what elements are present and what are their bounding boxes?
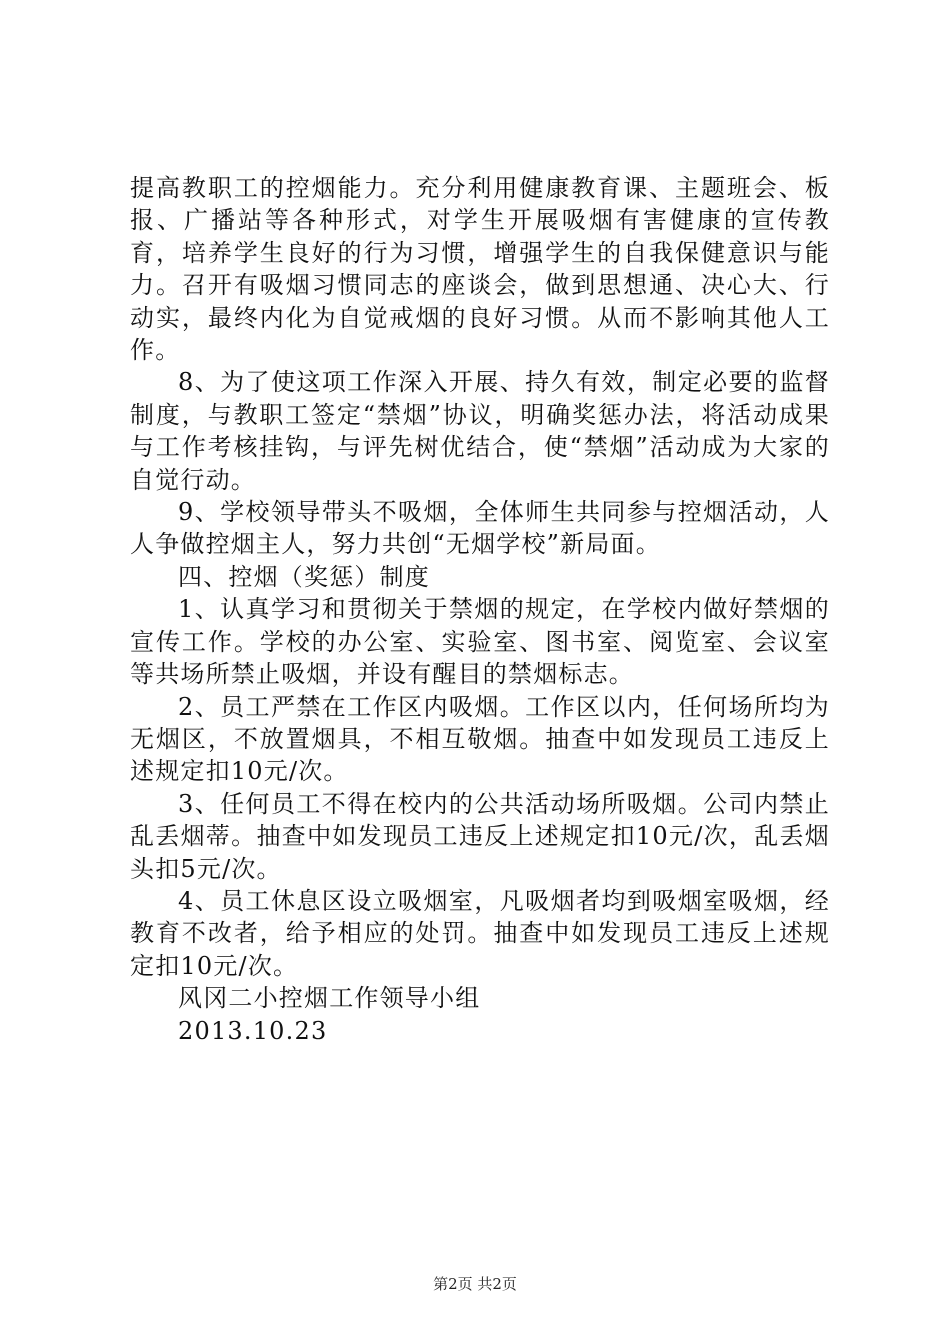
page-number-label: 第2页 共2页 [433,1275,517,1293]
rule-item-2: 2、员工严禁在工作区内吸烟。工作区以内，任何场所均为无烟区，不放置烟具，不相互敬烟。抽查中如发现员工违反上述规定扣10元/次。 [130,692,830,786]
document-body [130,172,830,1047]
section-heading-4: 四、控烟（奖惩）制度 [178,562,430,591]
signature-organization: 风冈二小控烟工作领导小组 [178,984,481,1013]
page-footer [0,1273,950,1294]
rule-item-3: 3、任何员工不得在校内的公共活动场所吸烟。公司内禁止乱丢烟蒂。抽查中如发现员工违反上述规定扣10元/次，乱丢烟头扣5元/次。 [130,789,830,883]
signature-date: 2013.10.23 [178,1016,328,1045]
paragraph-item-9: 9、学校领导带头不吸烟，全体师生共同参与控烟活动，人人争做控烟主人，努力共创“无烟学校”新局面。 [130,498,830,559]
rule-item-1: 1、认真学习和贯彻关于禁烟的规定，在学校内做好禁烟的宣传工作。学校的办公室、实验室、图书室、阅览室、会议室等共场所禁止吸烟，并设有醒目的禁烟标志。 [130,595,830,689]
paragraph-continuation: 提高教职工的控烟能力。充分利用健康教育课、主题班会、板报、广播站等各种形式，对学生开展吸烟有害健康的宣传教育，培养学生良好的行为习惯，增强学生的自我保健意识与能力。召开有吸烟习惯同志的座谈会，做到思想通、决心大、行动实，最终内化为自觉戒烟的良好习惯。从而不影响其他人工作。 [130,174,830,365]
rule-item-4: 4、员工休息区设立吸烟室，凡吸烟者均到吸烟室吸烟，经教育不改者，给予相应的处罚。抽查中如发现员工违反上述规定扣10元/次。 [130,886,830,980]
paragraph-item-8: 8、为了使这项工作深入开展、持久有效，制定必要的监督制度，与教职工签定“禁烟”协议，明确奖惩办法，将活动成果与工作考核挂钩，与评先树优结合，使“禁烟”活动成为大家的自觉行动。 [130,368,830,494]
